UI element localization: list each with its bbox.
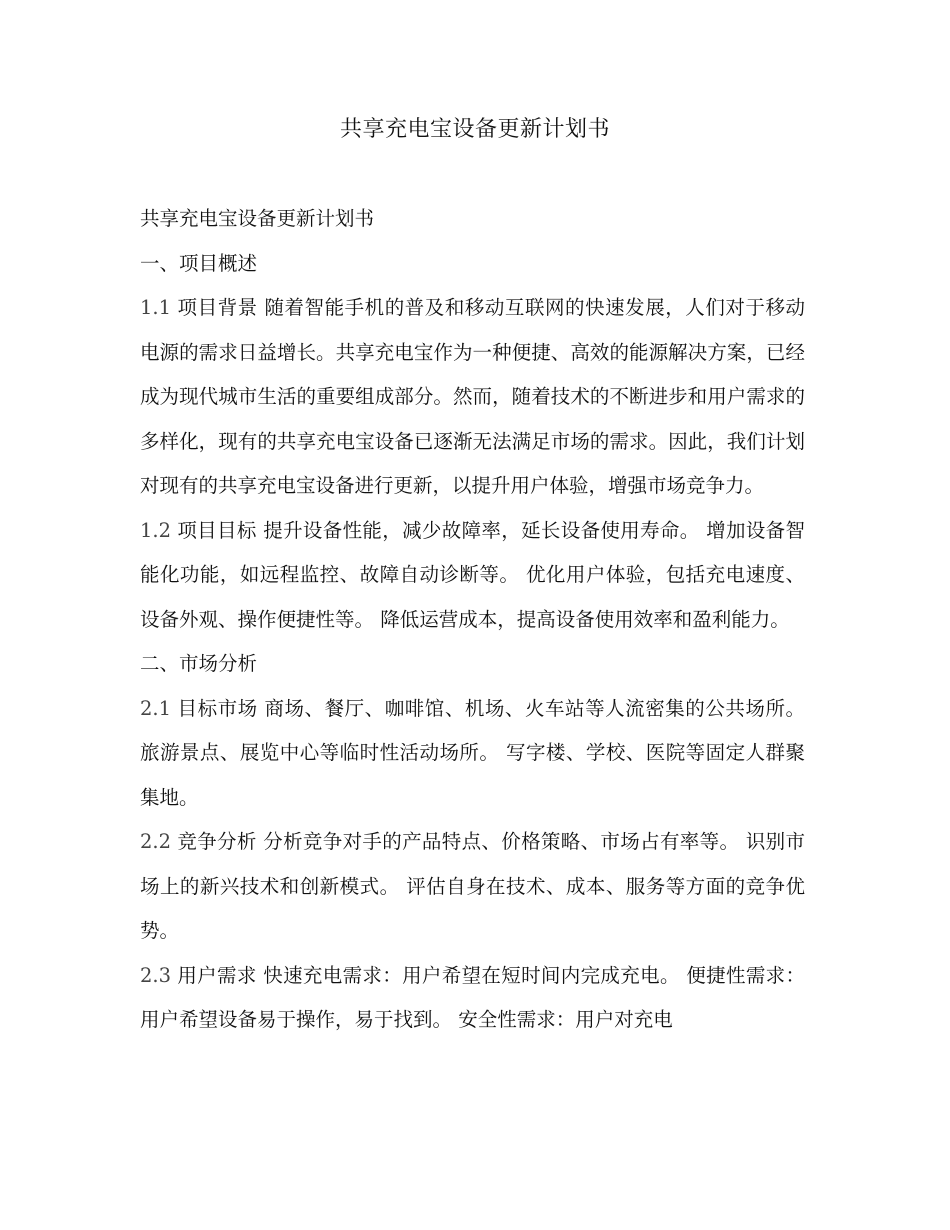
paragraph-number: 2.1	[140, 696, 172, 720]
document-subtitle: 共享充电宝设备更新计划书	[140, 207, 375, 230]
paragraph-number: 2.3	[140, 963, 172, 987]
paragraph-2-2	[140, 820, 805, 954]
paragraph-text: 用户需求 快速充电需求：用户希望在短时间内完成充电。 便捷性需求：用户希望设备易于操作，易于找到。 安全性需求：用户对充电	[140, 963, 805, 1031]
paragraph-1-2	[140, 509, 805, 643]
document-title: 共享充电宝设备更新计划书	[339, 117, 610, 142]
paragraph-number: 2.2	[140, 830, 172, 853]
paragraph-text: 项目目标 提升设备性能，减少故障率，延长设备使用寿命。 增加设备智能化功能，如远程监控、故障自动诊断等。 优化用户体验，包括充电速度、设备外观、操作便捷性等。 降低运营成本，提高设备使用效率和盈利能力。	[140, 518, 805, 631]
paragraph-2-1	[140, 687, 805, 821]
paragraph-2-3	[140, 954, 805, 1043]
paragraph-text: 目标市场 商场、餐厅、咖啡馆、机场、火车站等人流密集的公共场所。 旅游景点、展览中心等临时性活动场所。 写字楼、学校、医院等固定人群聚集地。	[140, 696, 805, 809]
paragraph-text: 竞争分析 分析竞争对手的产品特点、价格策略、市场占有率等。 识别市场上的新兴技术和创新模式。 评估自身在技术、成本、服务等方面的竞争优势。	[140, 830, 805, 942]
paragraph-1-1	[140, 286, 805, 509]
section-heading-market: 二、市场分析	[140, 652, 258, 675]
paragraph-number: 1.1	[140, 296, 172, 319]
section-heading-overview: 一、项目概述	[140, 251, 258, 275]
paragraph-number: 1.2	[140, 518, 172, 542]
document-body	[140, 197, 805, 1043]
paragraph-text: 项目背景 随着智能手机的普及和移动互联网的快速发展，人们对于移动电源的需求日益增长。共享充电宝作为一种便捷、高效的能源解决方案，已经成为现代城市生活的重要组成部分。然而，随着技术的不断进步和用户需求的多样化，现有的共享充电宝设备已逐渐无法满足市场的需求。因此，我们计划对现有的共享充电宝设备进行更新，以提升用户体验，增强市场竞争力。	[140, 296, 805, 497]
